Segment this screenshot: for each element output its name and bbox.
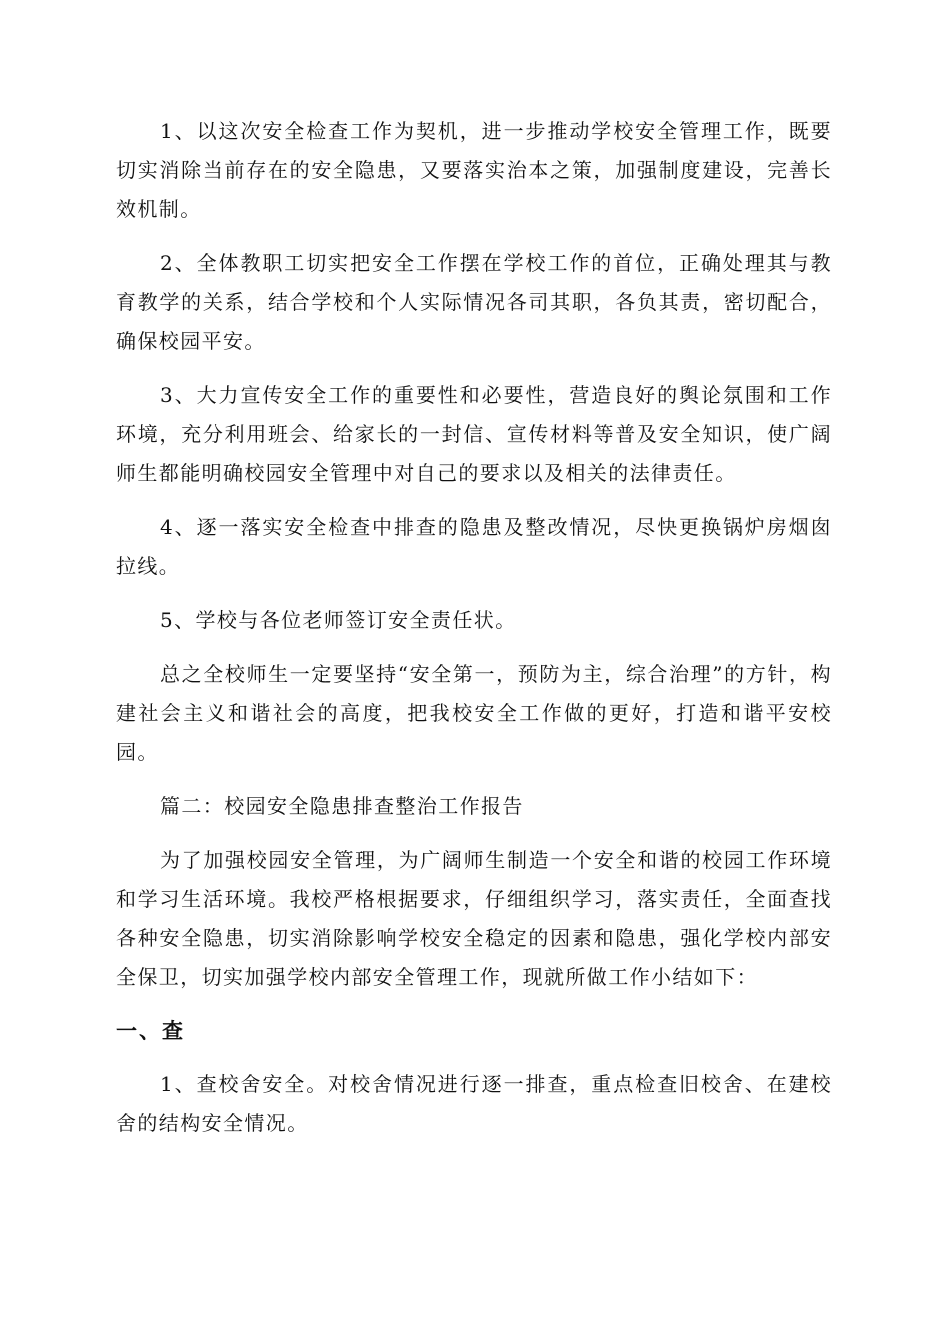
paragraph-item-1: 1、以这次安全检查工作为契机，进一步推动学校安全管理工作，既要切实消除当前存在的安全隐患，又要落实治本之策，加强制度建设，完善长效机制。	[116, 119, 832, 221]
paragraph-intro: 为了加强校园安全管理，为广阔师生制造一个安全和谐的校园工作环境和学习生活环境。我校严格根据要求，仔细组织学习，落实责任，全面查找各种安全隐患，切实消除影响学校安全稳定的因素和隐患，强化学校内部安全保卫，切实加强学校内部安全管理工作，现就所做工作小结如下：	[116, 848, 832, 989]
paragraph-conclusion: 总之全校师生一定要坚持“安全第一，预防为主，综合治理”的方针，构建社会主义和谐社会的高度，把我校安全工作做的更好，打造和谐平安校园。	[116, 662, 832, 764]
paragraph-item-4: 4、逐一落实安全检查中排查的隐患及整改情况，尽快更换锅炉房烟囱拉线。	[116, 515, 832, 578]
paragraph-item-2: 2、全体教职工切实把安全工作摆在学校工作的首位，正确处理其与教育教学的关系，结合学校和个人实际情况各司其职，各负其责，密切配合，确保校园平安。	[116, 251, 832, 353]
paragraph-item-5: 5、学校与各位老师签订安全责任状。	[160, 608, 517, 632]
section-heading: 一、查	[116, 1019, 185, 1043]
article-title: 篇二：校园安全隐患排查整治工作报告	[160, 794, 524, 818]
paragraph-check-1: 1、查校舍安全。对校舍情况进行逐一排查，重点检查旧校舍、在建校舍的结构安全情况。	[116, 1072, 832, 1135]
paragraph-item-3: 3、大力宣传安全工作的重要性和必要性，营造良好的舆论氛围和工作环境，充分利用班会、给家长的一封信、宣传材料等普及安全知识，使广阔师生都能明确校园安全管理中对自己的要求以及相关的法律责任。	[116, 383, 832, 485]
document-page	[116, 112, 832, 1158]
